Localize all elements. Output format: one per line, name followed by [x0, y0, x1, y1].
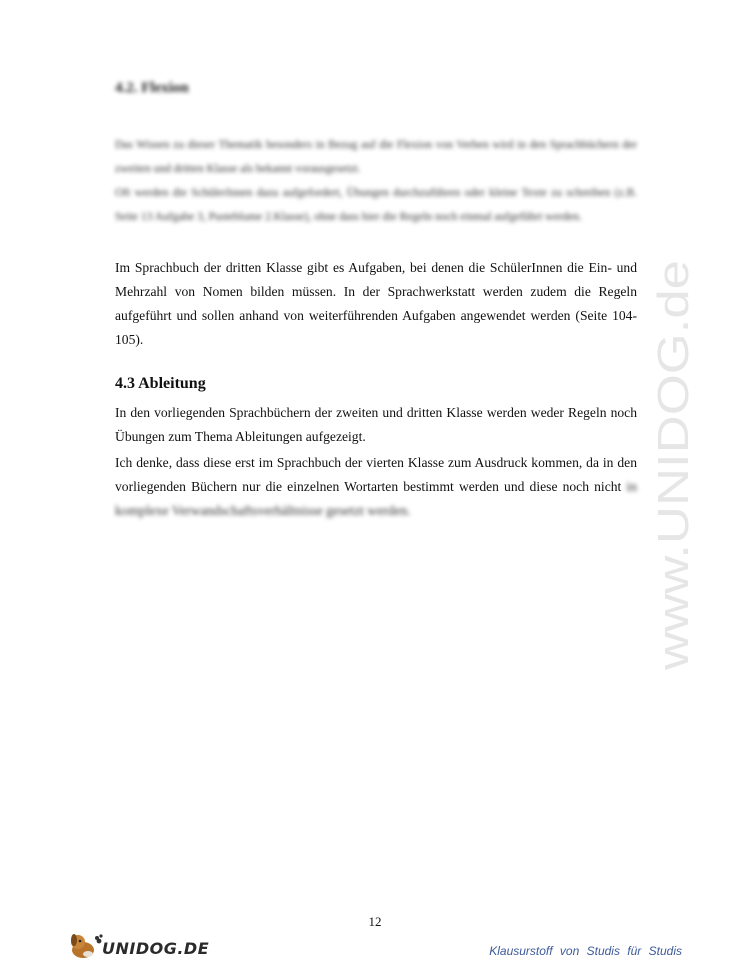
paragraph-ableitung-opinion-text: Ich denke, dass diese erst im Sprachbuch der vierten Klasse zum Ausdruck kommen, da in den vorliegenden Büchern nur die einzelnen Wortarten bestimmt werden und diese noch nicht	[115, 455, 637, 494]
svg-text:www.UNIDOG.de: www.UNIDOG.de	[649, 327, 698, 670]
page-number: 12	[368, 914, 382, 929]
paragraph-ableitung-intro: In den vorliegenden Sprachbüchern der zweiten und dritten Klasse werden weder Regeln noch Übungen zum Thema Ableitungen aufgezeigt.	[115, 405, 637, 444]
paragraph-ableitung-opinion	[115, 451, 637, 523]
paragraph-flexion-intro: Das Wissen zu dieser Thematik besonders in Bezug auf die Flexion von Verben wird in den Sprachbüchern der zweiten und dritten Klasse als bekannt vorausgesetzt.	[115, 139, 637, 175]
logo-text: UNIDOG.DE	[102, 939, 210, 958]
section-heading-ableitung: 4.3 Ableitung	[115, 375, 206, 392]
section-heading-flexion: 4.2. Flexion	[115, 80, 189, 96]
paragraph-flexion-third-grade: Im Sprachbuch der dritten Klasse gibt es Aufgaben, bei denen die SchülerInnen die Ein- und Mehrzahl von Nomen bilden müssen. In der Sprachwerkstatt werden zudem die Regeln aufgeführt und sollen anhand von weiterführenden Aufgaben angewendet werden (Seite 104-105).	[115, 260, 637, 347]
paragraph-flexion-exercises: Oft werden die SchülerInnen dazu aufgefordert, Übungen durchzuführen oder kleine Texte zu schreiben (z.B. Seite 13 Aufgabe 3, Pusteblume 2.Klasse), ohne dass hier die Regeln noch einmal aufgeführt werden.	[115, 187, 637, 223]
watermark-text-graphic	[630, 250, 710, 670]
footer-tagline: Klausurstoff von Studis für Studis	[489, 944, 682, 958]
paragraph-ableitung-opinion-blurred: in komplexe Verwandschaftsverhältnisse gesetzt werden.	[115, 479, 637, 518]
watermark	[630, 250, 710, 670]
